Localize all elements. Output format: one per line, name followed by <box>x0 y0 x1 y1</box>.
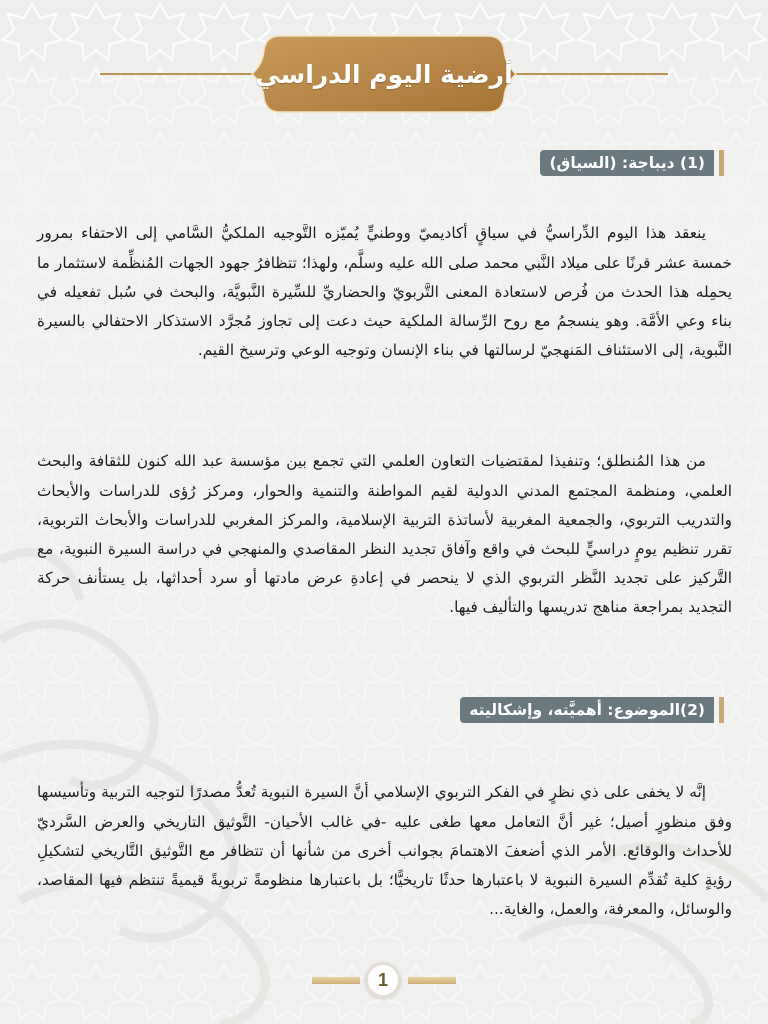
paragraph-importance: إنَّه لا يخفى على ذي نظرٍ في الفكر التربوي الإسلامي أنَّ السيرة النبوية تُعدُّ مصدرًا لتوجيه التربية وتأسيسها وفق منظورٍ أصيل؛ غير أنَّ التعامل معها طغى عليه -في غالب الأحيان- التَّوثيق التاريخي والعرض السَّرديّ للأحداث والوقائع. الأمر الذي أضعفَ الاهتمامَ بجوانب أخرى من شأنها أن تتظافر مع التَّوثيق التَّاريخي لتشكيلِ رؤيةٍ كلية تُقدِّم السيرة النبوية لا باعتبارها حدثًا تاريخيًّا؛ بل باعتبارها منظومةً تربويةً قيميةً تنتظم فيها المقاصد، والوسائل، والمعرفة، والعمل، والغاية... <box>37 783 732 919</box>
title-banner <box>250 34 518 114</box>
page-number: 1 <box>365 962 401 998</box>
page-number-badge <box>310 962 458 998</box>
title-divider-left <box>100 73 260 75</box>
section-header-topic <box>460 697 724 723</box>
section-heading: (2)الموضوع: أهميَّته، وإشكاليته <box>460 697 714 723</box>
paragraph-organizers: من هذا المُنطلق؛ وتنفيذا لمقتضيات التعاون العلمي التي تجمع بين مؤسسة عبد الله كنون للثقافة والبحث العلمي، ومنظمة المجتمع المدني الدولية لقيم المواطنة والتنمية والحوار، ومركز رُؤى للدراسات والأبحاث والتدريب التربوي، والجمعية المغربية لأساتذة التربية الإسلامية، والمركز المغربي للدراسات والأبحاث التربوية، تقرر تنظيم يومٍ دراسيٍّ للبحث في واقع وآفاق تجديد النظر المقاصدي والمنهجي في دراسة السيرة النبوية، مع التَّركيز على تجديد النَّظر التربوي الذي لا ينحصر في إعادةِ عرض مادتها أو سرد أحداثها، بل يستأنف حركة التجديد بمراجعة مناهج تدريسها والتأليف فيها. <box>37 452 732 617</box>
section-accent-bar <box>719 150 724 176</box>
section-heading: (1) ديباجة: (السياق) <box>540 150 714 176</box>
page-number-bar-right <box>408 977 456 984</box>
paragraph-context: ينعقد هذا اليوم الدِّراسيُّ في سياقٍ أكاديميّ ووطنيٍّ يُميّزه التَّوجيه الملكيُّ السَّامي إلى الاحتفاء بمرور خمسة عشر قرنًا على ميلاد النَّبي محمد صلى الله عليه وسلَّم، ولهذا؛ تتظافرُ جهود الجهات المُنظِّمة لاستثمار ما يحمِله هذا الحدث من فُرص لاستعادة المعنى التَّربويّ والحضاريِّ للسِّيرة النَّبويَّة، والبحث في سُبل تفعيله في بناء وعي الأمَّة. وهو ينسجمُ مع روح الرِّسالة الملكية حيث دعت إلى تجاوز مُجرَّد الاستذكار الاحتفالي بالسيرة النَّبوية، إلى الاستئناف المَنهجيّ لرسالتها في بناء الإنسان وتوجيه الوعي وترسيخ القيم. <box>37 224 732 360</box>
title-divider-right <box>508 73 668 75</box>
page-title: أرضية اليوم الدراسي <box>255 59 513 89</box>
section-accent-bar <box>719 697 724 723</box>
page-number-bar-left <box>312 977 360 984</box>
section-header-preamble <box>540 150 724 176</box>
